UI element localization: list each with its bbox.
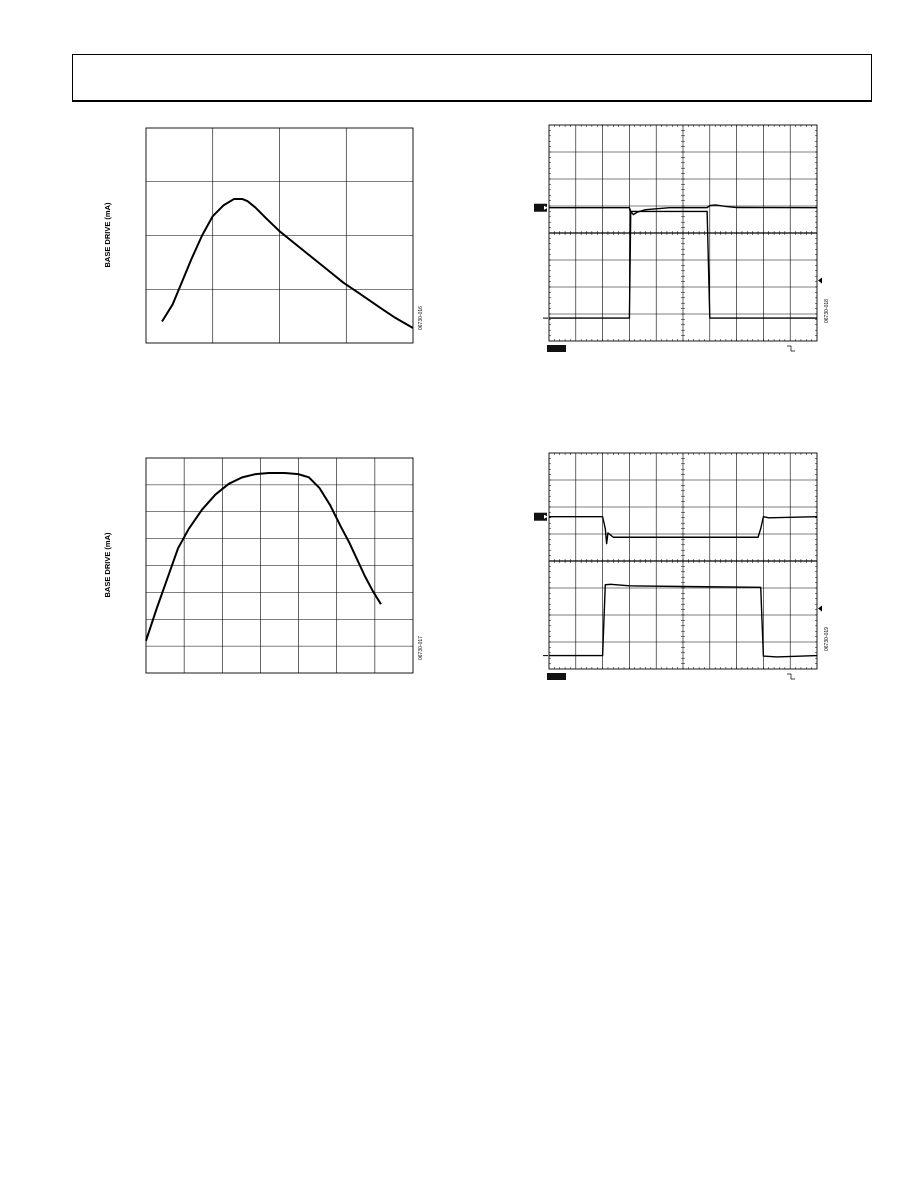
chart-svg — [100, 450, 430, 685]
data-series-line — [146, 473, 381, 641]
scope-status-block — [547, 345, 566, 352]
scope-capture-top — [528, 118, 838, 363]
chart-svg — [100, 120, 430, 355]
scope-capture-bottom — [528, 446, 838, 691]
scope-status-block — [547, 673, 566, 680]
scope-svg — [528, 446, 838, 691]
figure-code: 06730-016 — [418, 306, 424, 330]
plot-area — [549, 125, 817, 341]
trigger-edge-icon — [787, 674, 795, 679]
figure-code: 06730-017 — [418, 636, 424, 660]
trigger-level-icon — [818, 606, 822, 612]
y-axis-label: BASE DRIVE (mA) — [103, 202, 112, 268]
trigger-edge-icon — [787, 346, 795, 351]
plot-area — [549, 453, 817, 669]
y-axis-label: BASE DRIVE (mA) — [103, 532, 112, 598]
base-drive-chart-top — [100, 120, 430, 355]
figure-code: 06730-018 — [824, 299, 830, 323]
trigger-level-icon — [818, 278, 822, 284]
data-series-line — [162, 199, 413, 328]
base-drive-chart-bottom — [100, 450, 430, 685]
plot-area — [146, 128, 413, 343]
page-header-rule — [72, 54, 872, 102]
plot-area — [146, 458, 413, 673]
figure-code: 06730-019 — [824, 627, 830, 651]
scope-svg — [528, 118, 838, 363]
